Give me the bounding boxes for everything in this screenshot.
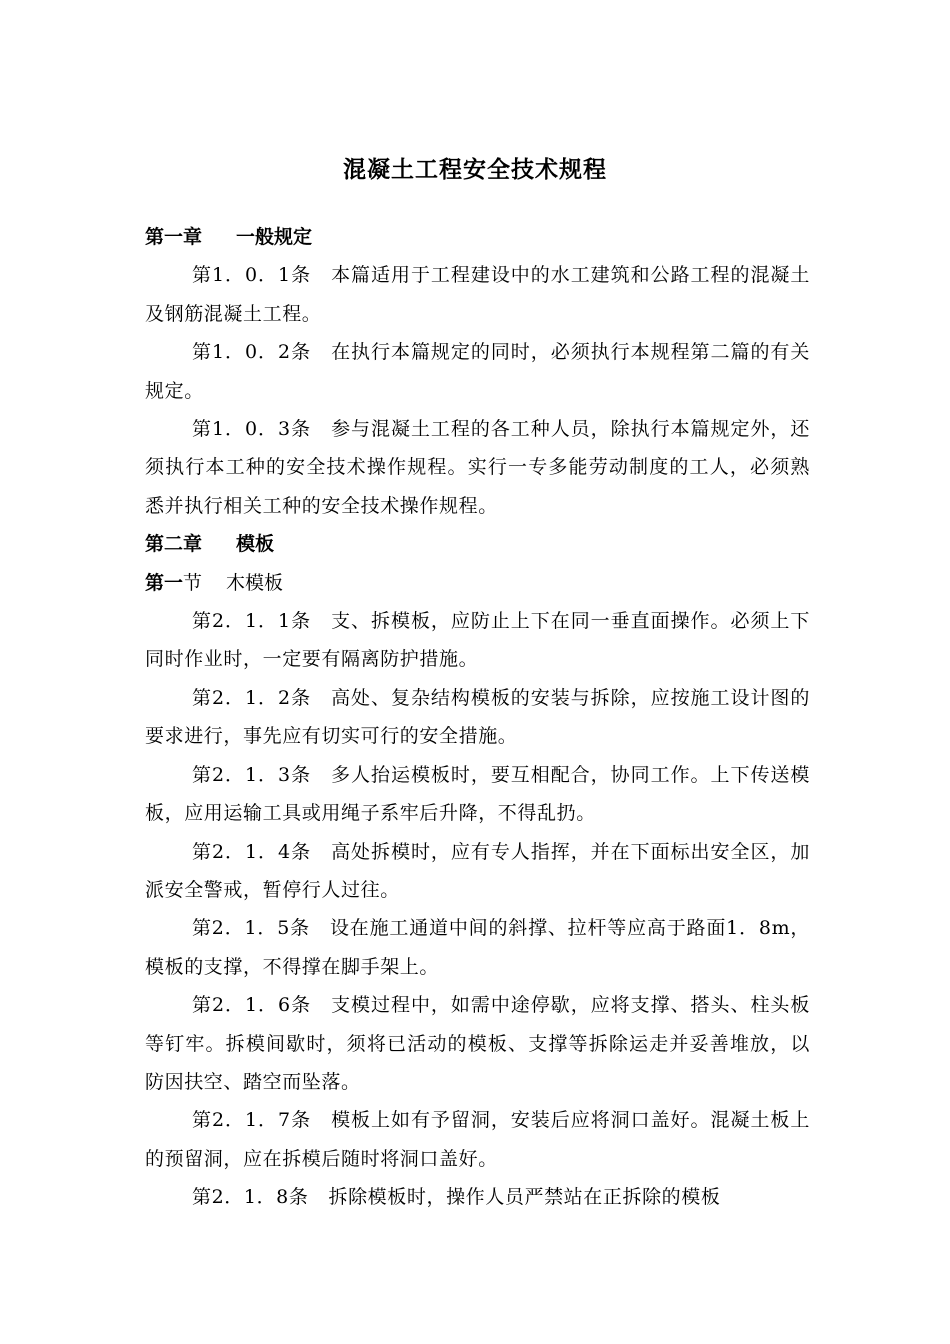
article-text: 高处、复杂结构模板的安装与拆除，应按施工设计图的要求进行，事先应有切实可行的安全措施。 (145, 686, 810, 748)
document-title: 混凝土工程安全技术规程 (343, 156, 607, 183)
section-title: 木模板 (226, 571, 284, 594)
article-number: 第2．1．5条 (192, 917, 310, 940)
article-number: 第2．1．8条 (192, 1186, 309, 1209)
chapter-heading (145, 525, 810, 563)
chapter-heading (145, 218, 810, 256)
article-text: 模板上如有予留洞，安装后应将洞口盖好。混凝土板上的预留洞，应在拆模后随时将洞口盖好。 (145, 1109, 810, 1170)
article-text: 高处拆模时，应有专人指挥，并在下面标出安全区，加派安全警戒，暂停行人过往。 (145, 840, 810, 901)
article-paragraph (145, 1101, 810, 1178)
article-text: 支、拆模板，应防止上下在同一垂直面操作。必须上下同时作业时，一定要有隔离防护措施。 (145, 610, 810, 671)
section-number-suffix: 节 (183, 571, 203, 594)
article-paragraph (145, 602, 810, 679)
chapter-number: 第二章 (145, 533, 203, 556)
article-number: 第2．1．1条 (192, 610, 312, 633)
article-text: 本篇适用于工程建设中的水工建筑和公路工程的混凝土及钢筋混凝土工程。 (145, 264, 810, 325)
article-text: 拆除模板时，操作人员严禁站在正拆除的模板 (328, 1186, 721, 1209)
article-number: 第2．1．6条 (192, 994, 312, 1017)
article-paragraph (145, 410, 810, 525)
article-text: 支模过程中，如需中途停歇，应将支撑、搭头、柱头板等钉牢。拆模间歇时，须将已活动的模板、支撑等拆除运走并妥善堆放，以防因扶空、踏空而坠落。 (145, 994, 810, 1093)
article-number: 第2．1．4条 (192, 840, 312, 863)
article-text: 多人抬运模板时，要互相配合，协同工作。上下传送模板，应用运输工具或用绳子系牢后升降，不得乱扔。 (145, 763, 810, 825)
chapter-number: 第一章 (145, 226, 203, 248)
article-text: 参与混凝土工程的各工种人员，除执行本篇规定外，还须执行本工种的安全技术操作规程。实行一专多能劳动制度的工人，必须熟悉并执行相关工种的安全技术操作规程。 (145, 418, 810, 517)
section-number: 第一 (145, 571, 184, 594)
article-number: 第2．1．2条 (192, 686, 312, 709)
section-heading (145, 564, 810, 602)
article-paragraph (145, 256, 810, 333)
article-text: 在执行本篇规定的同时，必须执行本规程第二篇的有关规定。 (145, 341, 810, 402)
article-paragraph (145, 1178, 810, 1216)
article-text: 设在施工通道中间的斜撑、拉杆等应高于路面1．8m，模板的支撑，不得撑在脚手架上。 (145, 917, 810, 978)
article-paragraph (145, 679, 810, 756)
article-paragraph (145, 833, 810, 910)
document-body (145, 218, 810, 1217)
chapter-title: 模板 (236, 533, 275, 556)
article-number: 第1．0．2条 (192, 341, 312, 364)
article-number: 第2．1．7条 (192, 1109, 312, 1132)
article-paragraph (145, 986, 810, 1101)
article-number: 第1．0．1条 (192, 264, 312, 287)
chapter-title: 一般规定 (236, 226, 313, 248)
article-paragraph (145, 909, 810, 986)
article-number: 第2．1．3条 (192, 763, 312, 786)
article-number: 第1．0．3条 (192, 418, 312, 441)
article-paragraph (145, 333, 810, 410)
article-paragraph (145, 756, 810, 833)
